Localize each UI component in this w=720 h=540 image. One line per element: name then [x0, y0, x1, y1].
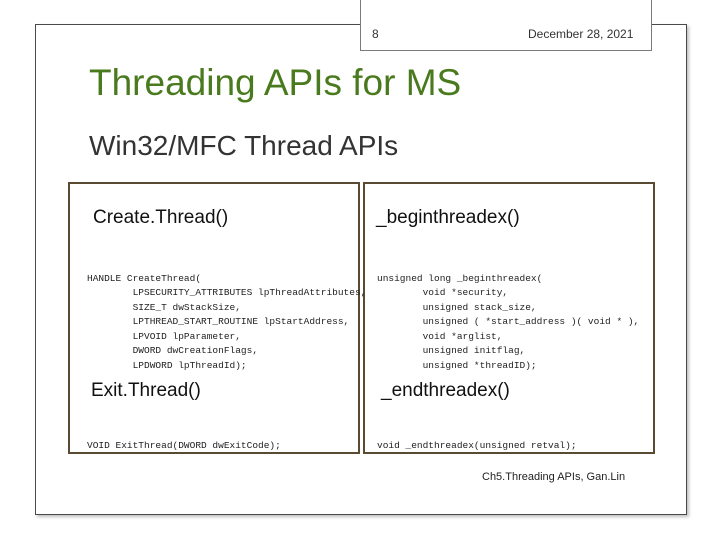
code-line: VOID ExitThread(DWORD dwExitCode); [87, 439, 281, 451]
code-line: unsigned initflag, [377, 345, 526, 356]
code-line: DWORD dwCreationFlags, [87, 345, 259, 356]
endthreadex-signature [377, 424, 577, 468]
code-line: void *security, [377, 287, 509, 298]
code-line: unsigned *threadID); [377, 359, 537, 371]
code-line: LPVOID lpParameter, [87, 330, 241, 342]
create-thread-signature [87, 257, 366, 388]
code-line: void *arglist, [377, 330, 503, 342]
code-line: void _endthreadex(unsigned retval); [377, 439, 577, 451]
slide-title: Threading APIs for MS [89, 62, 462, 103]
exit-thread-signature [87, 424, 281, 468]
slide-number: 8 [372, 27, 379, 41]
header-tab [360, 0, 652, 51]
beginthreadex-signature [377, 257, 639, 388]
code-line: LPTHREAD_START_ROUTINE lpStartAddress, [87, 316, 350, 327]
code-line: unsigned long _beginthreadex( [377, 272, 543, 284]
code-line: HANDLE CreateThread( [87, 272, 202, 284]
code-line: SIZE_T dwStackSize, [87, 301, 241, 313]
code-line: unsigned ( *start_address )( void * ), [377, 316, 640, 327]
exit-thread-heading: Exit.Thread() [91, 380, 201, 401]
create-thread-heading: Create.Thread() [93, 207, 229, 228]
beginthreadex-heading: _beginthreadex() [376, 207, 520, 228]
slide-subtitle: Win32/MFC Thread APIs [89, 130, 399, 161]
endthreadex-heading: _endthreadex() [381, 380, 510, 401]
slide-footer: Ch5.Threading APIs, Gan.Lin [482, 471, 626, 483]
slide-date: December 28, 2021 [528, 27, 634, 41]
code-line: unsigned stack_size, [377, 301, 537, 313]
code-line: LPDWORD lpThreadId); [87, 359, 247, 371]
code-line: LPSECURITY_ATTRIBUTES lpThreadAttributes, [87, 287, 367, 298]
